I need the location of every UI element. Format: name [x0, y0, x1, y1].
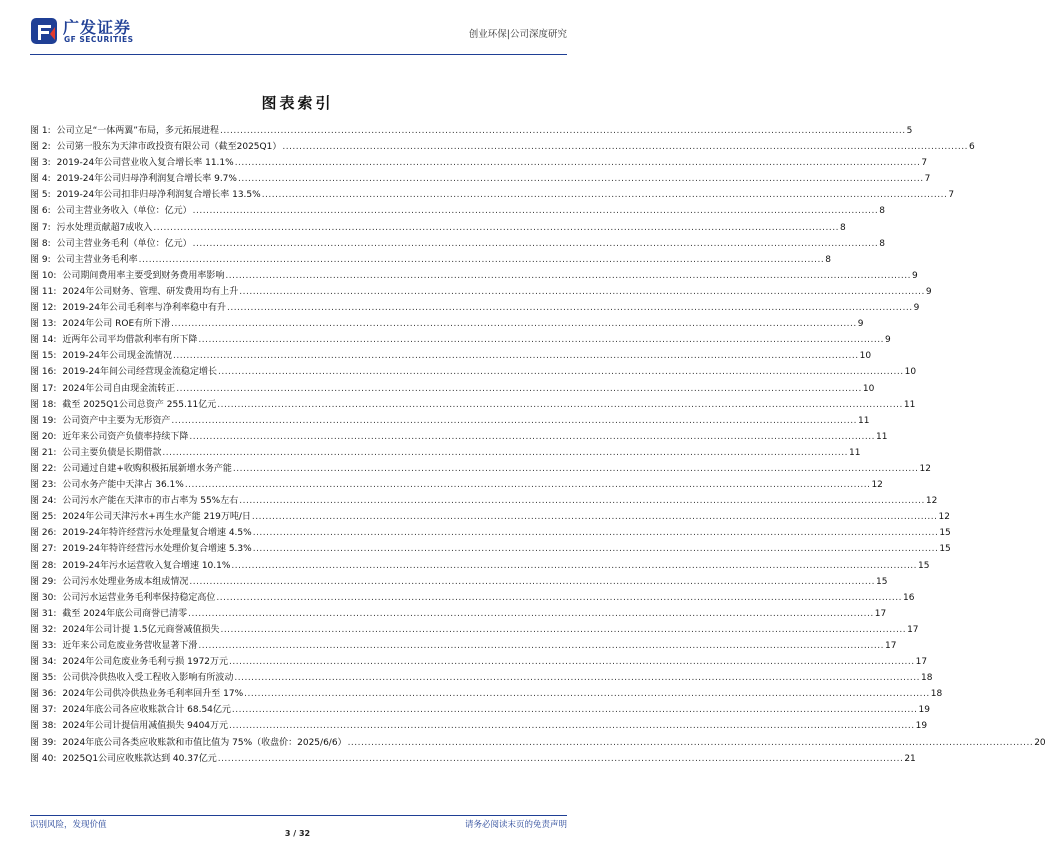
toc-entry[interactable] [30, 348, 872, 364]
toc-entry-leader [227, 300, 913, 316]
toc-entry-leader [253, 525, 939, 541]
page-number: 3 / 32 [284, 829, 311, 838]
toc-entry-page: 8 [825, 254, 831, 265]
toc-entry-page: 19 [918, 705, 930, 716]
toc-entry-label: 图 33: [30, 641, 57, 651]
toc-entry-label: 图 20: [30, 431, 57, 442]
toc-entry-leader [217, 397, 903, 413]
toc-entry-page: 10 [859, 351, 872, 362]
toc-entry-label: 图 29: [30, 576, 57, 587]
toc-entry-page: 9 [913, 303, 920, 314]
toc-entry[interactable] [30, 606, 887, 622]
toc-entry-label: 图 19: [30, 415, 57, 426]
toc-entry-label: 图 10: [30, 270, 57, 281]
toc-entry-label: 图 5: [30, 190, 51, 201]
toc-entry-page: 18 [921, 673, 933, 684]
toc-entry-label: 图 23: [30, 480, 57, 491]
toc-entry-title: 2024年公司危废业务毛利亏损 1972万元 [62, 657, 229, 668]
toc-entry-title: 2019-24年公司营业收入复合增长率 11.1% [56, 158, 234, 169]
toc-entry-leader [282, 139, 968, 155]
toc-entry[interactable] [30, 171, 931, 187]
toc-entry-page: 21 [904, 753, 916, 764]
toc-entry-page: 9 [885, 335, 891, 346]
toc-entry[interactable] [30, 413, 870, 429]
toc-entry-leader [253, 541, 939, 557]
toc-entry[interactable] [30, 236, 885, 252]
toc-entry-page: 15 [939, 544, 951, 555]
toc-entry-title: 2019-24年公司扣非归母净利润复合增长率 13.5% [56, 190, 261, 201]
toc-entry-leader [188, 606, 874, 622]
toc-entry[interactable] [30, 702, 930, 718]
toc-entry-leader [198, 638, 884, 654]
footer-disclaimer: 请务必阅读末页的免责声明 [464, 820, 567, 830]
toc-entry-leader [220, 123, 906, 139]
toc-entry-label: 图 7: [30, 222, 51, 233]
toc-entry-page: 15 [876, 576, 888, 587]
toc-entry[interactable] [30, 220, 846, 236]
toc-entry-page: 15 [939, 528, 951, 539]
toc-entry-title: 公司期间费用率主要受到财务费用率影响 [62, 270, 225, 281]
toc-entry-leader [189, 574, 875, 590]
toc-entry-page: 12 [871, 480, 883, 491]
toc-entry-page: 10 [862, 383, 875, 394]
toc-entry-label: 图 32: [30, 624, 57, 635]
toc-entry-page: 8 [839, 222, 846, 233]
toc-entry-leader [238, 171, 924, 187]
toc-entry-leader [348, 735, 1034, 751]
gf-logo-icon [30, 16, 60, 46]
toc-entry-leader [139, 252, 825, 268]
toc-entry-label: 图 39: [30, 737, 57, 748]
toc-entry-label: 图 14: [30, 335, 57, 346]
toc-entry-label: 图 11: [30, 286, 57, 297]
toc-entry[interactable] [30, 735, 1046, 751]
toc-entry-label: 图 25: [30, 512, 57, 523]
toc-entry-label: 图 15: [30, 351, 57, 362]
toc-entry-leader [218, 364, 904, 380]
company-logo [30, 14, 160, 50]
toc-entry-page: 7 [924, 174, 931, 185]
toc-entry-leader [234, 670, 920, 686]
toc-entry[interactable] [30, 493, 938, 509]
figure-index-list [30, 123, 1046, 767]
toc-entry-page: 11 [858, 415, 870, 426]
toc-entry-leader [231, 558, 917, 574]
toc-entry-title: 2024年公司计提 1.5亿元商誉减值损失 [62, 624, 220, 635]
toc-entry-label: 图 35: [30, 673, 57, 684]
toc-entry-leader [262, 187, 948, 203]
toc-entry-title: 公司通过自建+收购积极拓展新增水务产能 [62, 463, 232, 474]
logo-text-cn: 广发证券 [63, 18, 132, 37]
toc-entry-label: 图 22: [30, 463, 57, 474]
toc-entry-label: 图 36: [30, 689, 57, 700]
toc-entry-leader [233, 461, 919, 477]
toc-entry-title: 2024年底公司各应收账款合计 68.54亿元 [62, 705, 231, 716]
toc-entry-label: 图 2: [30, 142, 51, 153]
toc-entry-title: 2024年公司财务、管理、研发费用均有上升 [62, 286, 239, 297]
toc-entry[interactable] [30, 670, 933, 686]
toc-entry[interactable] [30, 268, 918, 284]
toc-entry-title: 2019-24年公司现金流情况 [62, 351, 172, 362]
toc-entry-title: 2019-24年间公司经营现金流稳定增长 [62, 367, 217, 378]
header-divider [30, 54, 567, 55]
toc-entry[interactable] [30, 477, 883, 493]
toc-entry-title: 2019-24年特许经营污水处理价复合增速 5.3% [62, 544, 252, 555]
toc-entry-label: 图 16: [30, 367, 57, 378]
toc-entry[interactable] [30, 574, 888, 590]
toc-entry[interactable] [30, 558, 930, 574]
toc-entry-label: 图 18: [30, 399, 57, 410]
toc-entry[interactable] [30, 445, 861, 461]
toc-entry-title: 2024年公司自由现金流转正 [62, 383, 176, 394]
toc-entry-title: 公司污水处理业务成本组成情况 [62, 576, 189, 587]
toc-entry-leader [193, 236, 879, 252]
toc-entry-leader [176, 381, 862, 397]
toc-entry-leader [171, 316, 857, 332]
toc-entry[interactable] [30, 751, 916, 767]
toc-entry-page: 5 [906, 126, 913, 136]
page-title: 图表索引 [261, 94, 334, 112]
toc-entry-label: 图 4: [30, 174, 51, 185]
toc-entry-leader [162, 445, 848, 461]
toc-entry-leader [193, 203, 879, 219]
toc-entry-page: 8 [879, 238, 885, 249]
toc-entry-title: 2024年公司天津污水+再生水产能 219万吨/日 [62, 512, 251, 523]
toc-entry-leader [225, 268, 911, 284]
toc-entry-title: 2019-24年公司归母净利润复合增长率 9.7% [56, 174, 237, 185]
toc-entry-title: 公司第一股东为天津市政投资有限公司（截至2025Q1） [56, 142, 282, 153]
toc-entry-title: 公司污水产能在天津市的市占率为 55%左右 [62, 496, 239, 507]
toc-entry-title: 截至 2025Q1公司总资产 255.11亿元 [62, 399, 217, 410]
toc-entry-title: 2024年公司 ROE有所下滑 [62, 319, 171, 330]
toc-entry[interactable] [30, 300, 920, 316]
toc-entry-leader [232, 702, 918, 718]
toc-entry-page: 11 [903, 399, 916, 410]
toc-entry-label: 图 38: [30, 721, 57, 732]
toc-entry[interactable] [30, 718, 928, 734]
toc-entry[interactable] [30, 203, 885, 219]
toc-entry-label: 图 13: [30, 319, 57, 330]
toc-entry-title: 近年来公司危废业务营收显著下滑 [62, 641, 198, 651]
toc-entry[interactable] [30, 686, 943, 702]
toc-entry-title: 2024年公司供冷供热业务毛利率回升至 17% [62, 689, 244, 700]
toc-entry-title: 公司主营业务毛利（单位：亿元） [56, 238, 192, 249]
toc-entry-title: 公司供冷供热收入受工程收入影响有所波动 [62, 673, 234, 684]
toc-entry-label: 图 21: [30, 447, 57, 458]
toc-entry-label: 图 6: [30, 206, 51, 217]
toc-entry[interactable] [30, 429, 888, 445]
toc-entry-page: 20 [1034, 737, 1046, 748]
toc-entry-label: 图 34: [30, 657, 57, 668]
toc-entry[interactable] [30, 590, 915, 606]
toc-entry[interactable] [30, 654, 928, 670]
toc-entry-leader [239, 284, 925, 300]
toc-entry-title: 2019-24年特许经营污水处理量复合增速 4.5% [62, 528, 252, 539]
toc-entry[interactable] [30, 541, 951, 557]
toc-entry-label: 图 24: [30, 496, 57, 507]
toc-entry-leader [218, 751, 904, 767]
toc-entry-label: 图 8: [30, 238, 51, 249]
toc-entry[interactable] [30, 622, 919, 638]
toc-entry-page: 9 [912, 270, 918, 281]
toc-entry-page: 11 [849, 447, 861, 458]
toc-entry-title: 公司立足“一体两翼”布局，多元拓展进程 [56, 126, 219, 136]
toc-entry-label: 图 26: [30, 528, 57, 539]
toc-entry-page: 6 [968, 142, 975, 153]
toc-entry-leader [220, 622, 906, 638]
toc-entry-page: 8 [879, 206, 885, 217]
toc-entry-leader [235, 155, 921, 171]
toc-entry-leader [171, 413, 857, 429]
footer-divider [30, 815, 567, 816]
toc-entry-title: 2025Q1公司应收账款达到 40.37亿元 [62, 753, 217, 764]
toc-entry-title: 2024年底公司各类应收账款和市值比值为 75%（收盘价：2025/6/6） [62, 737, 347, 748]
toc-entry[interactable] [30, 316, 864, 332]
toc-entry-title: 近两年公司平均借款利率有所下降 [62, 335, 198, 346]
toc-entry[interactable] [30, 332, 891, 348]
toc-entry-leader [229, 654, 915, 670]
toc-entry[interactable] [30, 525, 951, 541]
toc-entry-leader [216, 590, 902, 606]
toc-entry-leader [185, 477, 871, 493]
toc-entry-page: 17 [915, 657, 928, 668]
toc-entry-page: 19 [915, 721, 928, 732]
toc-entry-leader [198, 332, 884, 348]
toc-entry-page: 12 [938, 512, 950, 523]
toc-entry[interactable] [30, 397, 916, 413]
toc-entry-title: 2019-24年污水运营收入复合增速 10.1% [62, 560, 231, 571]
toc-entry-leader [239, 493, 925, 509]
toc-entry-label: 图 9: [30, 254, 51, 265]
toc-entry[interactable] [30, 461, 931, 477]
toc-entry[interactable] [30, 139, 975, 155]
toc-entry-page: 9 [925, 286, 932, 297]
logo-text-en: GF SECURITIES [64, 35, 134, 44]
report-category: 创业环保|公司深度研究 [468, 29, 567, 40]
toc-entry[interactable] [30, 381, 875, 397]
toc-entry-title: 近年来公司资产负债率持续下降 [62, 431, 189, 442]
toc-entry-label: 图 3: [30, 158, 51, 169]
toc-entry-label: 图 28: [30, 560, 57, 571]
toc-entry-page: 16 [903, 592, 915, 603]
toc-entry[interactable] [30, 187, 955, 203]
toc-entry-leader [252, 509, 938, 525]
toc-entry[interactable] [30, 509, 950, 525]
toc-entry-title: 截至 2024年底公司商誉已清零 [62, 608, 188, 619]
toc-entry-page: 11 [876, 431, 888, 442]
toc-entry[interactable] [30, 252, 831, 268]
toc-entry-label: 图 37: [30, 705, 57, 716]
toc-entry-page: 15 [918, 560, 930, 571]
toc-entry-page: 17 [907, 624, 919, 635]
toc-entry-page: 7 [921, 158, 928, 169]
toc-entry-page: 12 [919, 463, 931, 474]
toc-entry[interactable] [30, 364, 917, 380]
toc-entry[interactable] [30, 155, 928, 171]
toc-entry-page: 9 [857, 319, 864, 330]
toc-entry-label: 图 1: [30, 126, 51, 136]
toc-entry-leader [244, 686, 930, 702]
toc-entry-label: 图 31: [30, 608, 57, 619]
toc-entry[interactable] [30, 284, 932, 300]
toc-entry-title: 2019-24年公司毛利率与净利率稳中有升 [62, 303, 226, 314]
toc-entry-title: 公司污水运营业务毛利率保持稳定高位 [62, 592, 216, 603]
toc-entry-leader [189, 429, 875, 445]
toc-entry-title: 公司主要负债是长期借款 [62, 447, 162, 458]
toc-entry-label: 图 40: [30, 753, 57, 764]
toc-entry-label: 图 17: [30, 383, 57, 394]
toc-entry[interactable] [30, 638, 897, 654]
toc-entry[interactable] [30, 123, 913, 139]
toc-entry-title: 2024年公司计提信用减值损失 9404万元 [62, 721, 229, 732]
footer-slogan: 识别风险，发现价值 [30, 820, 107, 830]
toc-entry-title: 公司主营业务收入（单位：亿元） [56, 206, 192, 217]
toc-entry-leader [229, 718, 915, 734]
toc-entry-title: 公司资产中主要为无形资产 [62, 415, 171, 426]
toc-entry-page: 12 [925, 496, 938, 507]
toc-entry-label: 图 12: [30, 303, 57, 314]
toc-entry-label: 图 27: [30, 544, 57, 555]
toc-entry-label: 图 30: [30, 592, 57, 603]
toc-entry-page: 17 [874, 608, 887, 619]
toc-entry-leader [173, 348, 859, 364]
toc-entry-page: 7 [948, 190, 955, 201]
toc-entry-page: 17 [885, 641, 897, 651]
toc-entry-page: 10 [904, 367, 917, 378]
toc-entry-title: 公司水务产能中天津占 36.1% [62, 480, 184, 491]
toc-entry-page: 18 [930, 689, 943, 700]
toc-entry-title: 污水处理贡献超7成收入 [56, 222, 153, 233]
page-header [30, 14, 567, 54]
toc-entry-leader [153, 220, 839, 236]
toc-entry-title: 公司主营业务毛利率 [56, 254, 138, 265]
